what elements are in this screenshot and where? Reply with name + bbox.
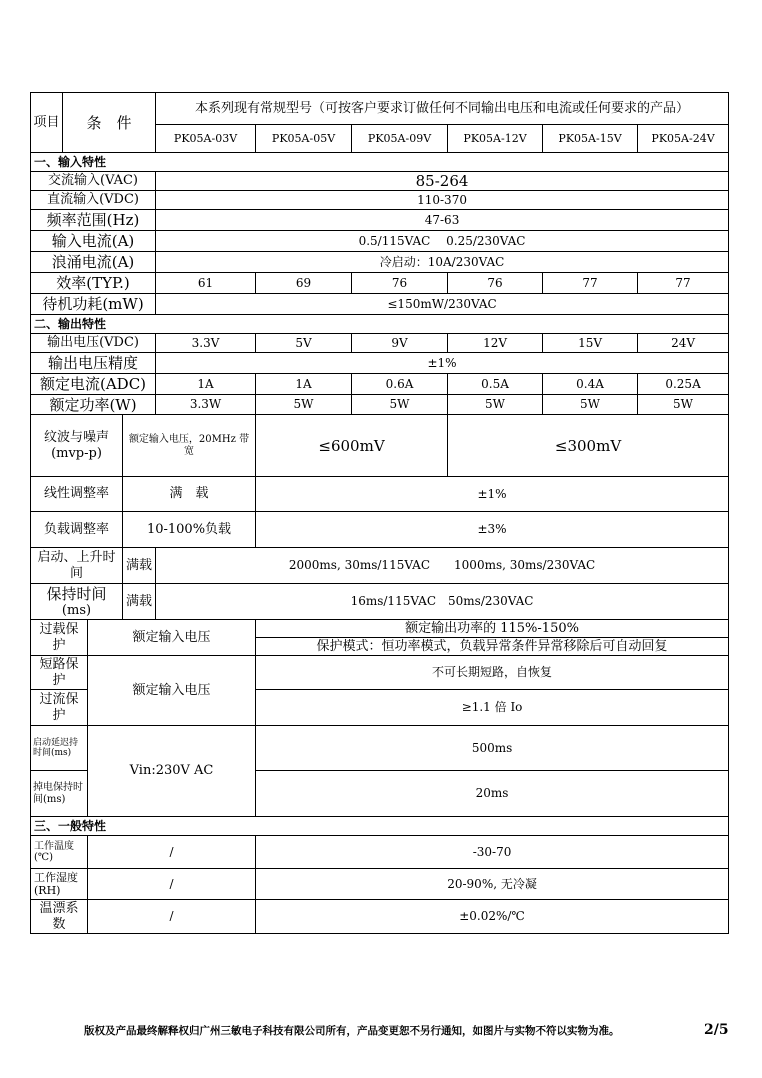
standby-label: 待机功耗(mW)	[31, 294, 156, 315]
overload-label: 过载保护	[31, 620, 88, 656]
line-regulation-condition: 满 载	[123, 477, 256, 512]
pout-value: 5W	[256, 395, 352, 415]
accuracy-label: 输出电压精度	[31, 353, 156, 374]
section-title-input: 一、输入特性	[31, 153, 729, 172]
pout-value: 5W	[352, 395, 448, 415]
overcurrent-value: ≥1.1 倍 Io	[256, 690, 729, 726]
pout-value: 3.3W	[156, 395, 256, 415]
hold-time-label-cell	[31, 584, 123, 620]
startup-delay-label: 启动延迟持时间(ms)	[31, 726, 88, 771]
vin-condition: Vin:230V AC	[88, 726, 256, 817]
pout-label: 额定功率(W)	[31, 395, 156, 415]
model-name: PK05A-12V	[448, 125, 543, 153]
efficiency-value: 77	[543, 273, 638, 294]
iout-value: 1A	[156, 374, 256, 395]
ripple-label: 纹波与噪声(mvp-p)	[31, 415, 123, 477]
ripple-value-low: ≤600mV	[256, 415, 448, 477]
overload-value-range: 额定输出功率的 115%-150%	[256, 620, 729, 638]
temperature-value: -30-70	[256, 836, 729, 869]
short-circuit-label: 短路保护	[31, 656, 88, 690]
accuracy-value: ±1%	[156, 353, 729, 374]
line-regulation-value: ±1%	[256, 477, 729, 512]
pout-value: 5W	[448, 395, 543, 415]
temperature-condition: /	[88, 836, 256, 869]
iout-value: 0.25A	[638, 374, 729, 395]
hold-time-unit: (ms)	[61, 602, 92, 618]
overcurrent-label: 过流保护	[31, 690, 88, 726]
model-name: PK05A-15V	[543, 125, 638, 153]
series-note: 本系列现有常规型号（可按客户要求订做任何不同输出电压和电流或任何要求的产品）	[156, 93, 729, 125]
dc-input-label: 直流输入(VDC)	[31, 191, 156, 210]
humidity-condition: /	[88, 869, 256, 900]
pout-value: 5W	[638, 395, 729, 415]
vout-value: 5V	[256, 334, 352, 353]
efficiency-value: 76	[448, 273, 543, 294]
dc-input-value: 110-370	[156, 191, 729, 210]
inrush-label: 浪涌电流(A)	[31, 252, 156, 273]
load-regulation-condition: 10-100%负载	[123, 512, 256, 548]
page-number: 2/5	[704, 1022, 729, 1038]
item-header: 项目	[31, 93, 63, 153]
spec-table	[30, 92, 729, 934]
freq-value: 47-63	[156, 210, 729, 231]
overload-value-mode: 保护模式：恒功率模式，负载异常条件异常移除后可自动回复	[256, 638, 729, 656]
load-regulation-value: ±3%	[256, 512, 729, 548]
line-regulation-label: 线性调整率	[31, 477, 123, 512]
iout-value: 0.5A	[448, 374, 543, 395]
ripple-value-high: ≤300mV	[448, 415, 729, 477]
startup-condition: 满载	[123, 548, 156, 584]
startup-value: 2000ms, 30ms/115VAC 1000ms, 30ms/230VAC	[156, 548, 729, 584]
ripple-condition: 额定输入电压，20MHz 带宽	[123, 415, 256, 477]
startup-label: 启动、上升时间	[31, 548, 123, 584]
efficiency-value: 61	[156, 273, 256, 294]
vout-value: 12V	[448, 334, 543, 353]
section-title-output: 二、输出特性	[31, 315, 729, 334]
temp-drift-label: 温漂系数	[31, 900, 88, 934]
hold-time-label: 保持时间	[46, 584, 107, 603]
overload-condition: 额定输入电压	[88, 620, 256, 656]
vout-value: 3.3V	[156, 334, 256, 353]
hold-time-condition: 满载	[123, 584, 156, 620]
startup-delay-value: 500ms	[256, 726, 729, 771]
vout-value: 24V	[638, 334, 729, 353]
pout-value: 5W	[543, 395, 638, 415]
temp-drift-condition: /	[88, 900, 256, 934]
efficiency-value: 77	[638, 273, 729, 294]
vout-label: 输出电压(VDC)	[31, 334, 156, 353]
load-regulation-label: 负载调整率	[31, 512, 123, 548]
temperature-label: 工作温度(℃)	[31, 836, 88, 869]
ac-input-value: 85-264	[156, 172, 729, 191]
iout-value: 1A	[256, 374, 352, 395]
spec-sheet	[30, 92, 728, 934]
temp-drift-value: ±0.02%/℃	[256, 900, 729, 934]
page-footer	[0, 1020, 762, 1040]
section-title-general: 三、一般特性	[31, 817, 729, 836]
efficiency-value: 76	[352, 273, 448, 294]
humidity-value: 20-90%, 无冷凝	[256, 869, 729, 900]
protection-condition: 额定输入电压	[88, 656, 256, 726]
model-name: PK05A-09V	[352, 125, 448, 153]
input-current-label: 输入电流(A)	[31, 231, 156, 252]
ac-input-label: 交流输入(VAC)	[31, 172, 156, 191]
model-name: PK05A-05V	[256, 125, 352, 153]
vout-value: 15V	[543, 334, 638, 353]
freq-label: 频率范围(Hz)	[31, 210, 156, 231]
inrush-value: 冷启动：10A/230VAC	[156, 252, 729, 273]
copyright-notice: 版权及产品最终解释权归广州三敏电子科技有限公司所有，产品变更恕不另行通知，如图片与实物不符以实物为准。	[84, 1025, 620, 1037]
model-name: PK05A-24V	[638, 125, 729, 153]
input-current-value: 0.5/115VAC 0.25/230VAC	[156, 231, 729, 252]
efficiency-value: 69	[256, 273, 352, 294]
iout-value: 0.6A	[352, 374, 448, 395]
efficiency-label: 效率(TYP.)	[31, 273, 156, 294]
header-row-1	[31, 93, 729, 125]
humidity-label: 工作湿度(RH)	[31, 869, 88, 900]
power-down-hold-value: 20ms	[256, 771, 729, 817]
model-name: PK05A-03V	[156, 125, 256, 153]
vout-value: 9V	[352, 334, 448, 353]
condition-header: 条 件	[63, 93, 156, 153]
short-circuit-value: 不可长期短路，自恢复	[256, 656, 729, 690]
standby-value: ≤150mW/230VAC	[156, 294, 729, 315]
power-down-hold-label: 掉电保持时间(ms)	[31, 771, 88, 817]
hold-time-value: 16ms/115VAC 50ms/230VAC	[156, 584, 729, 620]
iout-label: 额定电流(ADC)	[31, 374, 156, 395]
iout-value: 0.4A	[543, 374, 638, 395]
